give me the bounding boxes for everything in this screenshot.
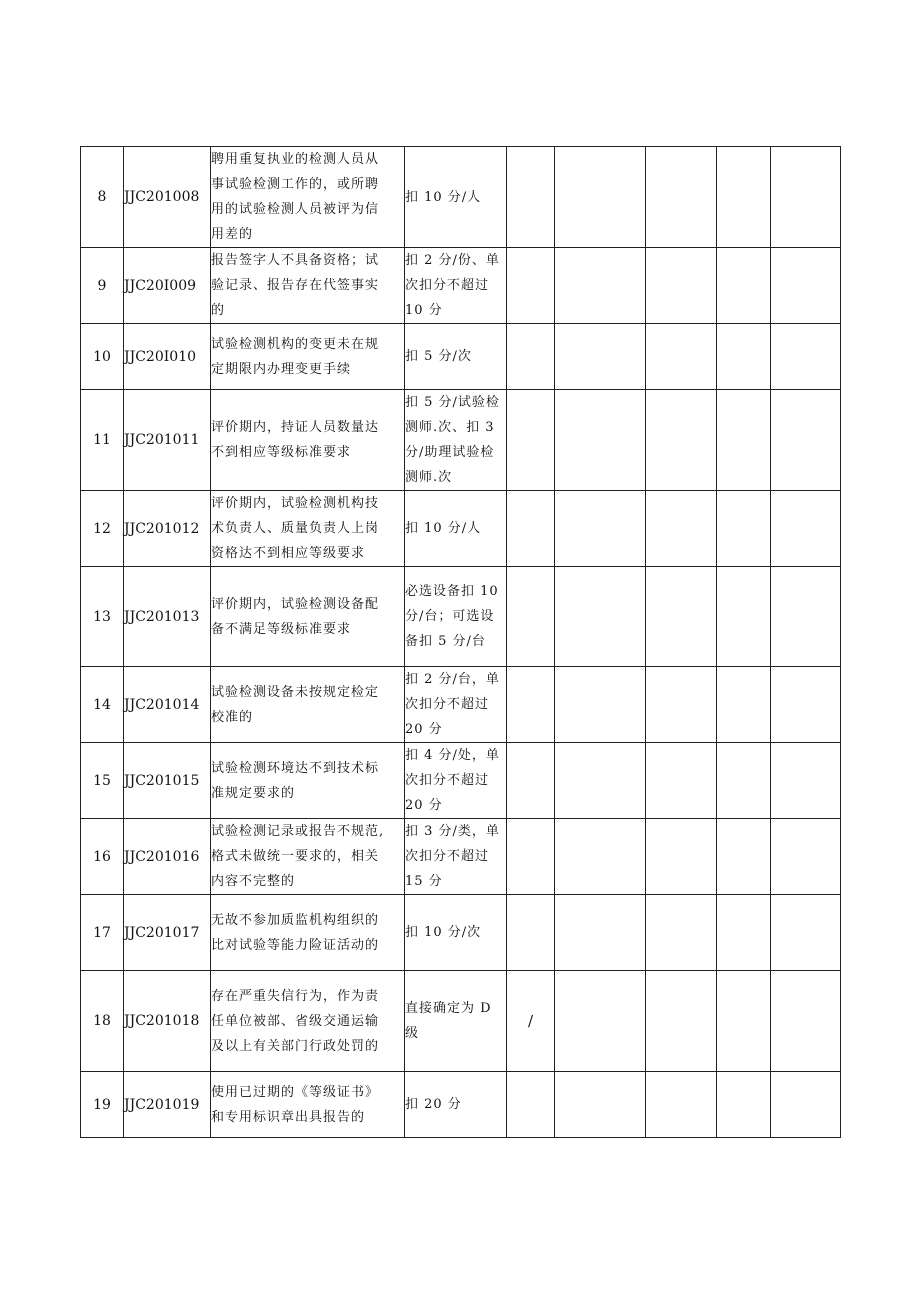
empty-cell — [771, 567, 841, 667]
empty-cell — [646, 390, 717, 491]
deduction-rule-line: 扣 20 分 — [405, 1097, 462, 1112]
row-number: 19 — [81, 1072, 124, 1138]
item-code: JJC201013 — [124, 567, 211, 667]
item-code: JJC201012 — [124, 491, 211, 567]
extra-cell — [507, 491, 555, 567]
deduction-rule-line: 次扣分不超过 — [405, 773, 490, 788]
empty-cell — [771, 743, 841, 819]
deduction-rule — [405, 971, 507, 1072]
row-number: 9 — [81, 248, 124, 324]
empty-cell — [646, 147, 717, 248]
item-description-line: 报告签字人不具备资格；试 — [211, 253, 380, 268]
deduction-rule-line: 扣 4 分/处，单 — [405, 748, 500, 763]
item-description-line: 校准的 — [211, 709, 254, 725]
item-description-line: 评价期内，试验检测设备配 — [211, 596, 380, 612]
item-description-line: 定期限内办理变更手续 — [211, 361, 352, 377]
item-code: JJC201017 — [124, 895, 211, 971]
deduction-rule-line: 次扣分不超过 — [405, 697, 490, 712]
table-row — [81, 1072, 841, 1138]
row-number: 15 — [81, 743, 124, 819]
item-description-line: 的 — [211, 303, 226, 318]
table-row — [81, 819, 841, 895]
deduction-rule — [405, 667, 507, 743]
item-description — [211, 819, 405, 895]
empty-cell — [771, 491, 841, 567]
item-description-line: 用的试验检测人员被评为信 — [211, 202, 380, 217]
empty-cell — [771, 819, 841, 895]
deduction-rule — [405, 895, 507, 971]
deduction-rule-line: 扣 3 分/类，单 — [405, 824, 500, 839]
item-code: JJC20I009 — [124, 248, 211, 324]
empty-cell — [717, 667, 771, 743]
empty-cell — [771, 248, 841, 324]
item-description — [211, 567, 405, 667]
empty-cell — [771, 147, 841, 248]
item-code: JJC20I010 — [124, 324, 211, 390]
item-code: JJC201019 — [124, 1072, 211, 1138]
item-description-line: 术负责人、质量负责人上岗 — [211, 521, 380, 536]
deduction-rule — [405, 390, 507, 491]
item-description-line: 准规定要求的 — [211, 785, 296, 801]
deduction-rule-line: 10 分 — [405, 303, 443, 318]
empty-cell — [717, 1072, 771, 1138]
row-number: 11 — [81, 390, 124, 491]
empty-cell — [646, 248, 717, 324]
deduction-rule-line: 测师.次、扣 3 — [405, 420, 495, 435]
empty-cell — [555, 1072, 646, 1138]
empty-cell — [771, 324, 841, 390]
extra-cell — [507, 567, 555, 667]
row-number: 16 — [81, 819, 124, 895]
item-code: JJC201014 — [124, 667, 211, 743]
row-number: 17 — [81, 895, 124, 971]
table-row — [81, 491, 841, 567]
deduction-rule-line: 直接确定为 D — [405, 1001, 492, 1016]
item-description — [211, 491, 405, 567]
deduction-rule-line: 扣 2 分/份、单 — [405, 253, 500, 268]
item-description — [211, 743, 405, 819]
item-description — [211, 390, 405, 491]
empty-cell — [555, 567, 646, 667]
table-row — [81, 390, 841, 491]
empty-cell — [555, 390, 646, 491]
empty-cell — [717, 324, 771, 390]
item-description-line: 试验检测记录或报告不规范, — [211, 824, 385, 839]
empty-cell — [771, 667, 841, 743]
deduction-rule-line: 扣 10 分/人 — [405, 521, 482, 536]
empty-cell — [555, 248, 646, 324]
empty-cell — [771, 1072, 841, 1138]
empty-cell — [717, 567, 771, 667]
empty-cell — [717, 819, 771, 895]
empty-cell — [646, 324, 717, 390]
table-row — [81, 971, 841, 1072]
table-row — [81, 743, 841, 819]
deduction-rule — [405, 147, 507, 248]
item-description — [211, 147, 405, 248]
deduction-rule — [405, 248, 507, 324]
deduction-rule-line: 扣 5 分/次 — [405, 349, 472, 364]
row-number: 10 — [81, 324, 124, 390]
deduction-rule-line: 扣 10 分/人 — [405, 189, 482, 205]
item-description-line: 试验检测环境达不到技术标 — [211, 760, 380, 776]
table-row — [81, 567, 841, 667]
empty-cell — [717, 971, 771, 1072]
item-code: JJC201011 — [124, 390, 211, 491]
deduction-rule-line: 20 分 — [405, 798, 443, 813]
row-number: 18 — [81, 971, 124, 1072]
empty-cell — [771, 971, 841, 1072]
extra-cell — [507, 1072, 555, 1138]
deduction-table — [80, 146, 841, 1138]
extra-cell: / — [507, 971, 555, 1072]
item-description-line: 内容不完整的 — [211, 874, 296, 889]
item-code: JJC201015 — [124, 743, 211, 819]
item-code: JJC201016 — [124, 819, 211, 895]
deduction-rule-line: 扣 2 分/台，单 — [405, 672, 500, 687]
item-code: JJC201018 — [124, 971, 211, 1072]
empty-cell — [646, 819, 717, 895]
item-description — [211, 324, 405, 390]
item-description-line: 评价期内，持证人员数量达 — [211, 420, 380, 435]
empty-cell — [771, 895, 841, 971]
empty-cell — [646, 491, 717, 567]
deduction-rule-line: 分/台；可选设 — [405, 609, 495, 624]
deduction-rule-line: 级 — [405, 1026, 420, 1041]
empty-cell — [717, 491, 771, 567]
item-description — [211, 971, 405, 1072]
item-description-line: 任单位被部、省级交通运输 — [211, 1013, 380, 1029]
empty-cell — [646, 1072, 717, 1138]
item-description-line: 备不满足等级标准要求 — [211, 621, 352, 637]
deduction-rule-line: 备扣 5 分/台 — [405, 634, 486, 649]
empty-cell — [555, 667, 646, 743]
extra-cell — [507, 147, 555, 248]
item-description-line: 使用已过期的《等级证书》 — [211, 1084, 380, 1100]
item-description-line: 存在严重失信行为，作为责 — [211, 988, 380, 1004]
empty-cell — [646, 667, 717, 743]
item-description-line: 及以上有关部门行政处罚的 — [211, 1038, 380, 1054]
deduction-rule — [405, 491, 507, 567]
deduction-rule-line: 次扣分不超过 — [405, 278, 490, 293]
item-description — [211, 895, 405, 971]
deduction-rule-line: 扣 10 分/次 — [405, 925, 482, 940]
empty-cell — [771, 390, 841, 491]
item-description-line: 评价期内，试验检测机构技 — [211, 496, 380, 511]
deduction-rule-line: 必选设备扣 10 — [405, 584, 499, 599]
deduction-rule-line: 15 分 — [405, 874, 443, 889]
deduction-rule — [405, 324, 507, 390]
table-row — [81, 895, 841, 971]
extra-cell — [507, 895, 555, 971]
table-row — [81, 248, 841, 324]
empty-cell — [555, 491, 646, 567]
deduction-rule — [405, 743, 507, 819]
item-description-line: 格式未做统一要求的，相关 — [211, 849, 380, 864]
item-description-line: 试验检测机构的变更未在规 — [211, 336, 380, 352]
row-number: 13 — [81, 567, 124, 667]
item-description-line: 资格达不到相应等级要求 — [211, 546, 366, 561]
extra-cell — [507, 248, 555, 324]
item-description-line: 验记录、报告存在代签事实 — [211, 278, 380, 293]
deduction-rule-line: 20 分 — [405, 722, 443, 737]
empty-cell — [646, 895, 717, 971]
deduction-rule — [405, 567, 507, 667]
item-description-line: 聘用重复执业的检测人员从 — [211, 152, 380, 167]
deduction-rule-line: 扣 5 分/试验检 — [405, 395, 500, 410]
deduction-rule-line: 测师.次 — [405, 470, 453, 485]
deduction-rule — [405, 1072, 507, 1138]
row-number: 12 — [81, 491, 124, 567]
empty-cell — [646, 743, 717, 819]
deduction-rule-line: 分/助理试验检 — [405, 445, 495, 460]
empty-cell — [717, 147, 771, 248]
row-number: 8 — [81, 147, 124, 248]
item-description — [211, 667, 405, 743]
row-number: 14 — [81, 667, 124, 743]
deduction-rule — [405, 819, 507, 895]
item-description-line: 不到相应等级标准要求 — [211, 445, 352, 460]
empty-cell — [717, 743, 771, 819]
table-row — [81, 324, 841, 390]
empty-cell — [555, 971, 646, 1072]
item-description-line: 用差的 — [211, 227, 254, 242]
table-row — [81, 147, 841, 248]
item-code: JJC201008 — [124, 147, 211, 248]
extra-cell — [507, 324, 555, 390]
deduction-rule-line: 次扣分不超过 — [405, 849, 490, 864]
extra-cell — [507, 743, 555, 819]
empty-cell — [717, 895, 771, 971]
empty-cell — [717, 248, 771, 324]
extra-cell — [507, 819, 555, 895]
item-description-line: 无故不参加质监机构组织的 — [211, 912, 380, 928]
item-description — [211, 248, 405, 324]
empty-cell — [555, 324, 646, 390]
item-description-line: 事试验检测工作的，或所聘 — [211, 177, 380, 192]
extra-cell — [507, 667, 555, 743]
item-description-line: 和专用标识章出具报告的 — [211, 1109, 366, 1125]
empty-cell — [646, 971, 717, 1072]
empty-cell — [555, 147, 646, 248]
empty-cell — [555, 819, 646, 895]
item-description-line: 比对试验等能力险证活动的 — [211, 937, 380, 953]
table-row — [81, 667, 841, 743]
item-description-line: 试验检测设备未按规定检定 — [211, 684, 380, 700]
extra-cell — [507, 390, 555, 491]
empty-cell — [555, 743, 646, 819]
empty-cell — [555, 895, 646, 971]
empty-cell — [646, 567, 717, 667]
table-body — [81, 147, 841, 1138]
item-description — [211, 1072, 405, 1138]
empty-cell — [717, 390, 771, 491]
